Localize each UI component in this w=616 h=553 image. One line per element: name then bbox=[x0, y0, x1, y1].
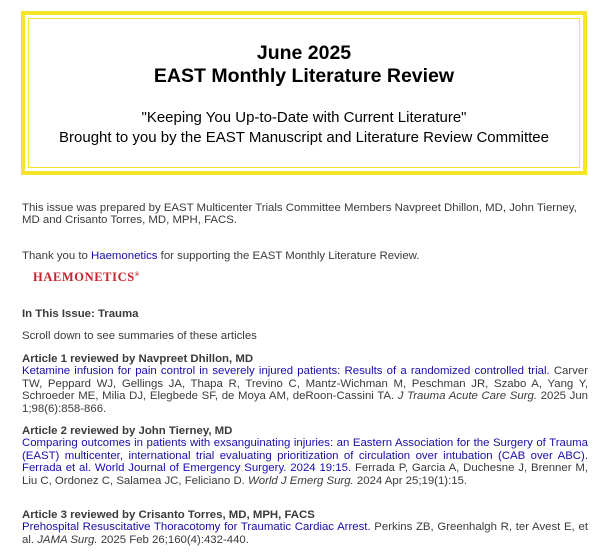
banner-inner-frame bbox=[28, 18, 580, 168]
thanks-before: Thank you to bbox=[22, 250, 92, 262]
article-title-link[interactable]: Comparing outcomes in patients with exsanguinating injuries: an Eastern Association for the Surgery of Trauma (EAST) multicenter, international trial evaluating prioritization of circulation over intubation (CAB over ABC). Ferrada et al. World Journal of Emergency Surgery. 2024 19:15. bbox=[22, 437, 588, 475]
banner-byline: Brought to you by the EAST Manuscript and Literature Review Committee bbox=[59, 129, 549, 146]
article-body bbox=[22, 437, 588, 487]
prepared-by-text: This issue was prepared by EAST Multicenter Trials Committee Members Navpreet Dhillon, MD, John Tierney, MD and Crisanto Torres, MD, MPH, FACS. bbox=[22, 202, 577, 227]
article-3 bbox=[22, 509, 588, 546]
registered-mark: ® bbox=[134, 271, 140, 278]
article-title-link[interactable]: Ketamine infusion for pain control in severely injured patients: Results of a randomized controlled trial. bbox=[22, 365, 550, 378]
article-authors: Ferrada P, Garcia A, Duchesne J, Brenner M, Liu C, Ordonez C, Salamea JC, Feliciano D. bbox=[22, 462, 588, 487]
banner-title bbox=[29, 42, 579, 88]
article-body bbox=[22, 365, 588, 415]
article-heading: Article 2 reviewed by John Tierney, MD bbox=[22, 425, 233, 437]
banner-tagline-block bbox=[29, 108, 579, 148]
article-1 bbox=[22, 353, 588, 415]
article-journal: JAMA Surg. bbox=[37, 533, 98, 546]
article-authors: Perkins ZB, Greenhalgh R, ter Avest E, et al. bbox=[22, 521, 588, 546]
sponsor-thanks bbox=[22, 250, 588, 262]
article-2 bbox=[22, 425, 588, 487]
article-citation: 2025 Jun 1;98(6):858-866. bbox=[22, 390, 588, 415]
haemonetics-logo[interactable] bbox=[33, 270, 140, 285]
banner-tagline: "Keeping You Up-to-Date with Current Literature" bbox=[141, 109, 467, 126]
banner-date: June 2025 bbox=[256, 42, 352, 64]
haemonetics-logo-text: HAEMONETICS bbox=[33, 270, 135, 284]
in-this-issue-heading: In This Issue: Trauma bbox=[22, 308, 139, 320]
article-citation: 2025 Feb 26;160(4):432-440. bbox=[97, 533, 249, 546]
article-journal: World J Emerg Surg. bbox=[248, 474, 354, 487]
article-body bbox=[22, 521, 588, 546]
haemonetics-link[interactable]: Haemonetics bbox=[91, 250, 158, 262]
article-authors: Carver TW, Peppard WJ, Gellings JA, Thapa R, Trevino C, Mantz-Wichman M, Peschman JR, Szabo A, Yang Y, Schroeder ME, Milia DJ, Elegbede SF, de Moya AM, deRoon-Cassini TA. bbox=[22, 365, 588, 403]
newsletter-banner bbox=[21, 11, 587, 175]
article-heading: Article 3 reviewed by Crisanto Torres, MD, MPH, FACS bbox=[22, 509, 315, 521]
thanks-after: for supporting the EAST Monthly Literature Review. bbox=[157, 250, 420, 262]
article-heading: Article 1 reviewed by Navpreet Dhillon, MD bbox=[22, 353, 254, 365]
article-title-link[interactable]: Prehospital Resuscitative Thoracotomy for Traumatic Cardiac Arrest. bbox=[22, 521, 371, 534]
article-journal: J Trauma Acute Care Surg. bbox=[397, 390, 538, 403]
article-citation: 2024 Apr 25;19(1):15. bbox=[353, 474, 468, 487]
banner-name: EAST Monthly Literature Review bbox=[153, 65, 455, 87]
scroll-note: Scroll down to see summaries of these articles bbox=[22, 330, 257, 342]
